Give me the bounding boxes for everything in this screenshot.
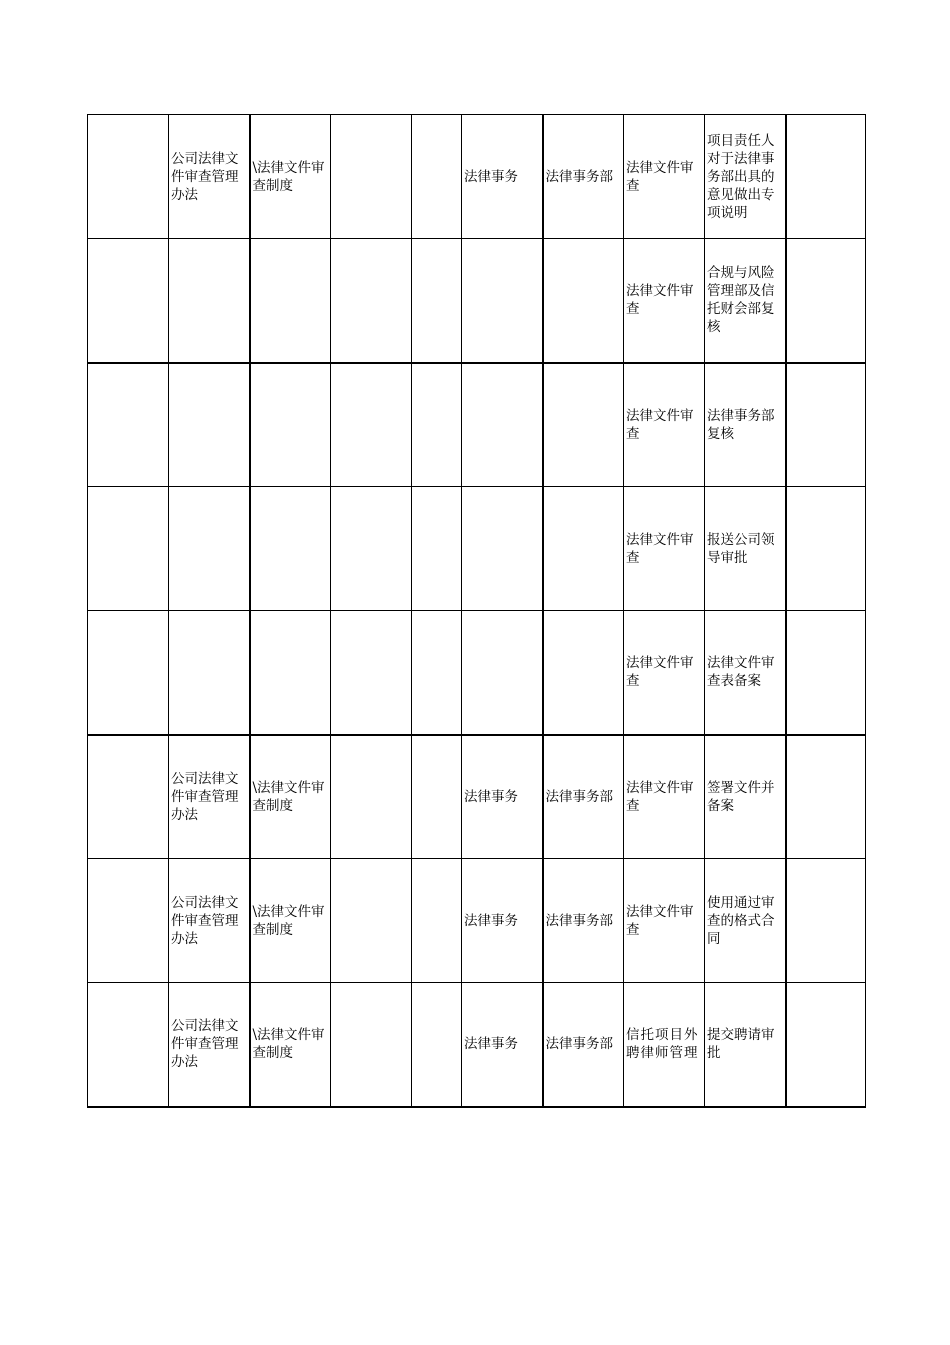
process-cell: 法律文件审查 bbox=[624, 363, 705, 487]
blank-cell bbox=[88, 859, 169, 983]
category-cell bbox=[462, 611, 543, 735]
blank-cell bbox=[88, 611, 169, 735]
process-cell: 法律文件审查 bbox=[624, 115, 705, 239]
category-cell bbox=[462, 363, 543, 487]
table-row bbox=[88, 983, 866, 1107]
blank-cell bbox=[786, 239, 866, 363]
department-cell: 法律事务部 bbox=[543, 859, 624, 983]
blank-cell bbox=[331, 239, 412, 363]
blank-cell bbox=[88, 735, 169, 859]
doc-cell: 公司法律文件审查管理办法 bbox=[169, 735, 250, 859]
reference-cell bbox=[250, 239, 331, 363]
category-cell: 法律事务 bbox=[462, 735, 543, 859]
department-cell: 法律事务部 bbox=[543, 735, 624, 859]
reference-cell bbox=[250, 611, 331, 735]
blank-cell bbox=[88, 363, 169, 487]
table-row bbox=[88, 859, 866, 983]
process-cell: 法律文件审查 bbox=[624, 487, 705, 611]
step-cell: 法律事务部复核 bbox=[705, 363, 786, 487]
reference-cell: \法律文件审查制度 bbox=[250, 115, 331, 239]
blank-cell bbox=[331, 363, 412, 487]
blank-cell bbox=[786, 363, 866, 487]
doc-cell: 公司法律文件审查管理办法 bbox=[169, 115, 250, 239]
blank-cell bbox=[786, 983, 866, 1107]
department-cell bbox=[543, 239, 624, 363]
blank-cell bbox=[412, 735, 462, 859]
table-row bbox=[88, 487, 866, 611]
blank-cell bbox=[331, 611, 412, 735]
reference-cell bbox=[250, 363, 331, 487]
process-cell: 法律文件审查 bbox=[624, 859, 705, 983]
table-row bbox=[88, 735, 866, 859]
reference-cell: \法律文件审查制度 bbox=[250, 859, 331, 983]
blank-cell bbox=[412, 115, 462, 239]
reference-cell: \法律文件审查制度 bbox=[250, 735, 331, 859]
blank-cell bbox=[331, 487, 412, 611]
step-cell: 使用通过审查的格式合同 bbox=[705, 859, 786, 983]
table-row bbox=[88, 611, 866, 735]
doc-cell bbox=[169, 239, 250, 363]
process-cell: 法律文件审查 bbox=[624, 611, 705, 735]
category-cell: 法律事务 bbox=[462, 115, 543, 239]
doc-cell bbox=[169, 487, 250, 611]
blank-cell bbox=[412, 611, 462, 735]
table-row bbox=[88, 115, 866, 239]
step-cell: 法律文件审查表备案 bbox=[705, 611, 786, 735]
doc-cell bbox=[169, 611, 250, 735]
blank-cell bbox=[88, 487, 169, 611]
doc-cell: 公司法律文件审查管理办法 bbox=[169, 983, 250, 1107]
blank-cell bbox=[88, 239, 169, 363]
department-cell: 法律事务部 bbox=[543, 983, 624, 1107]
blank-cell bbox=[88, 115, 169, 239]
blank-cell bbox=[786, 735, 866, 859]
blank-cell bbox=[331, 983, 412, 1107]
blank-cell bbox=[412, 487, 462, 611]
step-cell: 提交聘请审批 bbox=[705, 983, 786, 1107]
doc-cell: 公司法律文件审查管理办法 bbox=[169, 859, 250, 983]
table-row bbox=[88, 239, 866, 363]
step-cell: 合规与风险管理部及信托财会部复核 bbox=[705, 239, 786, 363]
blank-cell bbox=[331, 859, 412, 983]
reference-cell: \法律文件审查制度 bbox=[250, 983, 331, 1107]
blank-cell bbox=[412, 983, 462, 1107]
blank-cell bbox=[412, 363, 462, 487]
category-cell bbox=[462, 487, 543, 611]
blank-cell bbox=[331, 735, 412, 859]
doc-cell bbox=[169, 363, 250, 487]
department-cell bbox=[543, 611, 624, 735]
blank-cell bbox=[786, 611, 866, 735]
category-cell bbox=[462, 239, 543, 363]
department-cell bbox=[543, 363, 624, 487]
process-cell: 法律文件审查 bbox=[624, 735, 705, 859]
category-cell: 法律事务 bbox=[462, 983, 543, 1107]
process-cell: 法律文件审查 bbox=[624, 239, 705, 363]
department-cell bbox=[543, 487, 624, 611]
blank-cell bbox=[88, 983, 169, 1107]
blank-cell bbox=[786, 859, 866, 983]
process-cell: 信托项目外聘律师管理 bbox=[624, 983, 705, 1107]
reference-cell bbox=[250, 487, 331, 611]
process-table bbox=[87, 114, 866, 1108]
blank-cell bbox=[412, 859, 462, 983]
category-cell: 法律事务 bbox=[462, 859, 543, 983]
table-row bbox=[88, 363, 866, 487]
blank-cell bbox=[786, 115, 866, 239]
department-cell: 法律事务部 bbox=[543, 115, 624, 239]
step-cell: 报送公司领导审批 bbox=[705, 487, 786, 611]
blank-cell bbox=[412, 239, 462, 363]
step-cell: 签署文件并备案 bbox=[705, 735, 786, 859]
blank-cell bbox=[331, 115, 412, 239]
step-cell: 项目责任人对于法律事务部出具的意见做出专项说明 bbox=[705, 115, 786, 239]
blank-cell bbox=[786, 487, 866, 611]
